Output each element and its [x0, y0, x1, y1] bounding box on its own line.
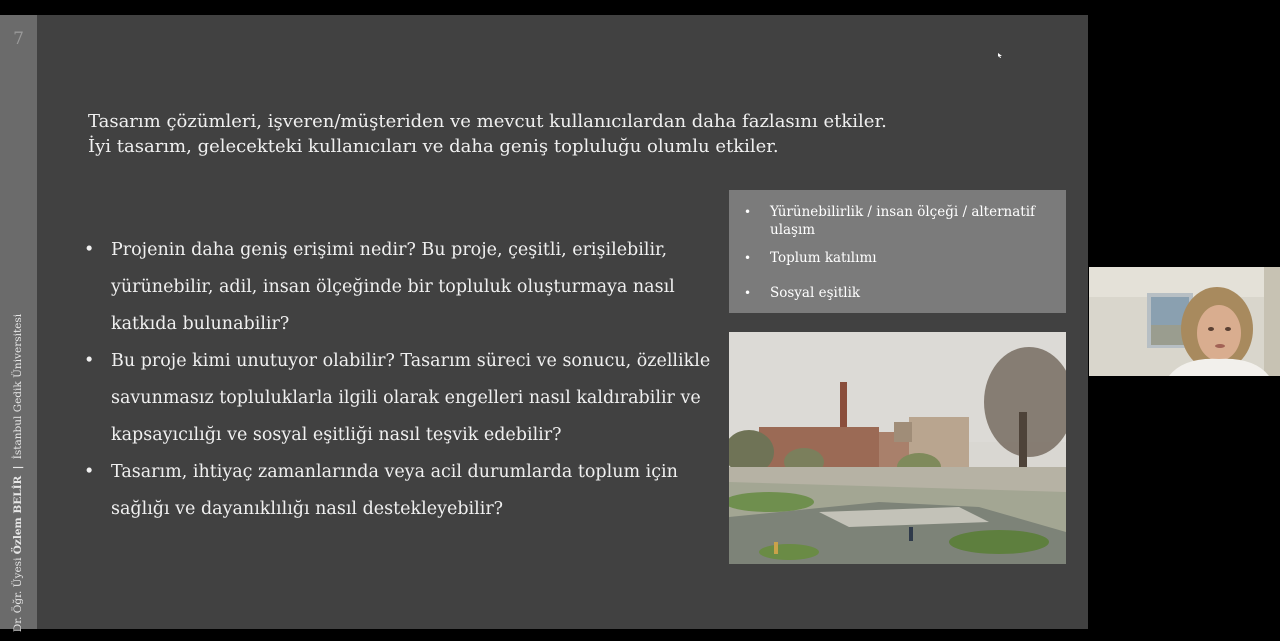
key-topic-item [744, 249, 1055, 267]
bullet-icon: • [84, 462, 95, 482]
bullet-icon: • [84, 351, 95, 371]
slide-side-bar [0, 15, 37, 633]
author-separator: | [12, 465, 24, 470]
key-topic-item [744, 203, 1055, 239]
author-title: Dr. Öğr. Üyesi [12, 557, 24, 633]
intro-line-1: Tasarım çözümleri, işveren/müşteriden ve mevcut kullanıcılardan daha fazlasını etkiler. [88, 111, 887, 132]
intro-line-2: İyi tasarım, gelecekteki kullanıcıları ve daha geniş topluluğu olumlu etkiler. [88, 136, 779, 157]
key-topic-text: Toplum katılımı [770, 250, 877, 266]
bullet-icon: • [744, 205, 752, 219]
bullet-icon: • [744, 251, 752, 265]
mouse-pointer-icon [998, 53, 1002, 58]
question-item [84, 343, 724, 454]
bullet-icon: • [84, 240, 95, 260]
riverwalk-photo [729, 332, 1066, 564]
key-topics-box [729, 190, 1066, 313]
key-topic-item [744, 284, 1055, 302]
presentation-slide [0, 15, 1088, 633]
question-item [84, 232, 724, 343]
key-topic-text: Sosyal eşitlik [770, 285, 861, 301]
author-name: Özlem BELİR [12, 475, 24, 555]
key-topic-text: Yürünebilirlik / insan ölçeği / alternatif ulaşım [770, 204, 1036, 238]
bullet-icon: • [744, 286, 752, 300]
question-text: Tasarım, ihtiyaç zamanlarında veya acil durumlarda toplum için sağlığı ve dayanıklılığı nasıl destekleyebilir? [111, 462, 678, 519]
slide-intro [88, 109, 988, 159]
webcam-video-tile [1089, 267, 1280, 376]
question-item [84, 454, 724, 528]
author-institution: İstanbul Gedik Üniversitesi [12, 313, 24, 460]
author-credit [12, 314, 24, 632]
page-number: 7 [13, 29, 24, 49]
question-text: Bu proje kimi unutuyor olabilir? Tasarım süreci ve sonucu, özellikle savunmasız topluluklarla ilgili olarak engelleri nasıl kaldırabilir ve kapsayıcılığı ve sosyal eşitliği nasıl teşvik edebilir? [111, 351, 711, 445]
question-list [84, 232, 724, 528]
question-text: Projenin daha geniş erişimi nedir? Bu proje, çeşitli, erişilebilir, yürünebilir, adil, insan ölçeğinde bir topluluk oluşturmaya nasıl katkıda bulunabilir? [111, 240, 675, 334]
